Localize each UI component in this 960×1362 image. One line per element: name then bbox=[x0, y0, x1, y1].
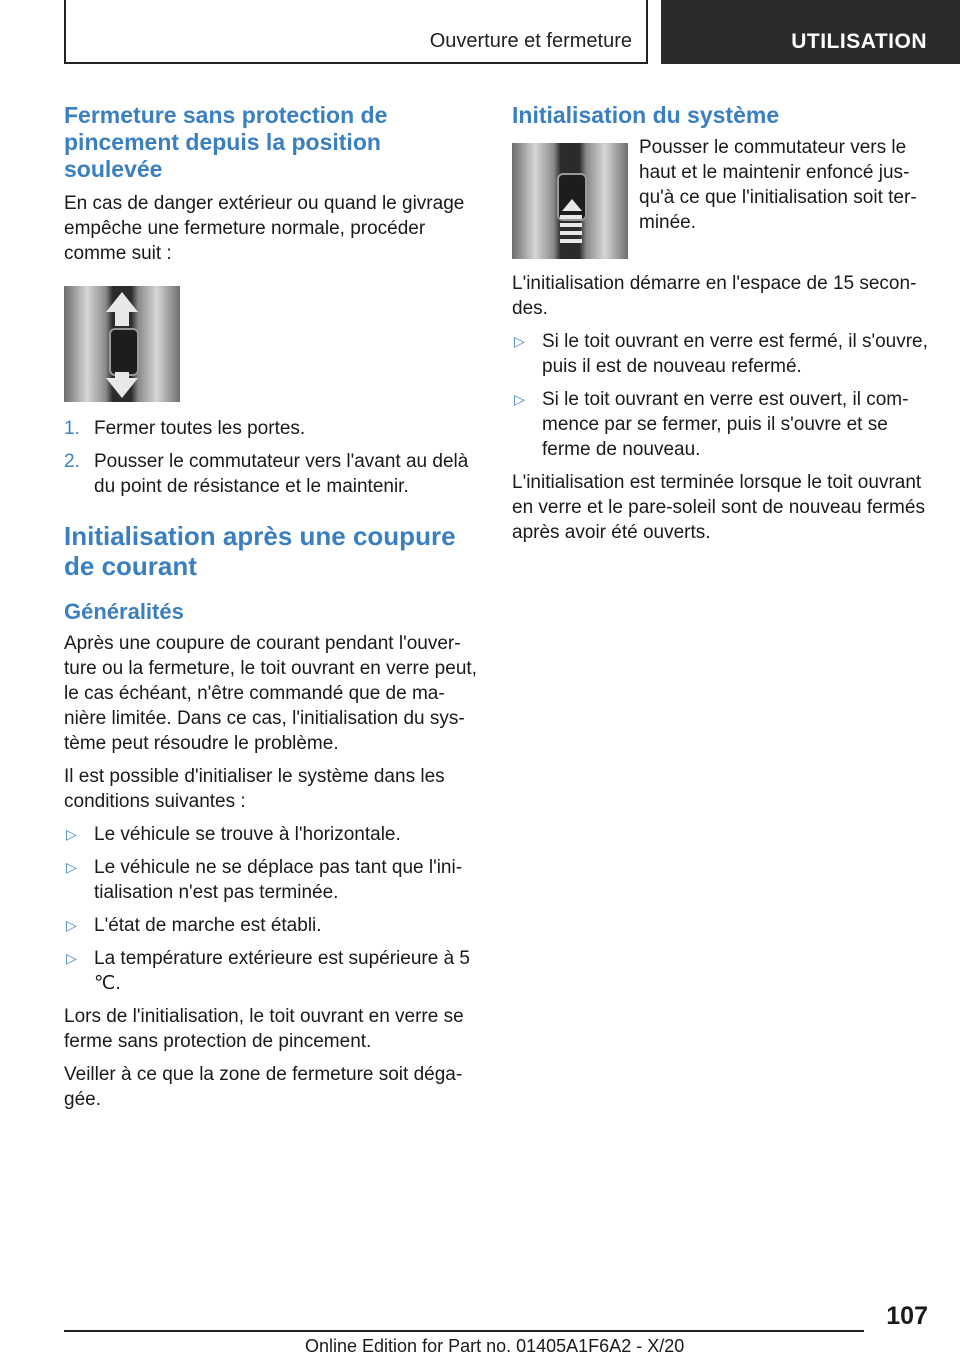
header-section-title: Ouverture et fermeture bbox=[429, 30, 632, 52]
heading-pinch: Fermeture sans protection de pincement depuis la position soulevée bbox=[64, 102, 388, 182]
triangle-right-icon: ▷ bbox=[514, 391, 525, 407]
system-init-intro bbox=[512, 137, 928, 261]
triangle-right-icon: ▷ bbox=[66, 950, 77, 966]
para-general-4: Veiller à ce que la zone de fermeture soit dégagée. bbox=[64, 1064, 463, 1110]
triangle-right-icon: ▷ bbox=[66, 826, 77, 842]
para-pinch: En cas de danger extérieur ou quand le givrage empêche une fermeture normale, procéder comme suit : bbox=[64, 193, 465, 264]
condition-text: Le véhicule se trouve à l'horizontale. bbox=[94, 824, 401, 845]
triangle-right-icon: ▷ bbox=[66, 859, 77, 875]
list-item bbox=[64, 946, 480, 996]
list-item bbox=[64, 416, 480, 441]
steps-list bbox=[64, 416, 480, 499]
header-chapter-tab bbox=[661, 0, 960, 64]
heading-system-init: Initialisation du système bbox=[512, 102, 780, 128]
condition-text: Le véhicule ne se déplace pas tant que l'initialisation n'est pas terminée. bbox=[94, 857, 463, 903]
triangle-right-icon: ▷ bbox=[514, 333, 525, 349]
bullet-text: Si le toit ouvrant en verre est ouvert, il commence par se fermer, puis il s'ouvre et se ferme de nouveau. bbox=[542, 389, 909, 460]
para-system-start: L'initialisation démarre en l'espace de 15 secondes. bbox=[512, 273, 917, 319]
condition-text: La température extérieure est supérieure à 5 ℃. bbox=[94, 948, 470, 994]
switch-illustration-up-down bbox=[64, 286, 180, 402]
list-item bbox=[64, 449, 480, 499]
header-section-box bbox=[64, 0, 648, 64]
para-system-intro: Pousser le commutateur vers le haut et le maintenir enfoncé jusqu'à ce que l'initialisation soit terminée. bbox=[639, 137, 917, 233]
conditions-list bbox=[64, 822, 480, 996]
left-column bbox=[64, 102, 480, 1120]
list-item bbox=[64, 913, 480, 938]
heading-init-power: Initialisation après une coupure de courant bbox=[64, 521, 456, 581]
list-item bbox=[512, 387, 928, 462]
roof-switch-icon bbox=[109, 328, 139, 376]
para-general-2: Il est possible d'initialiser le système dans les conditions suivantes : bbox=[64, 766, 445, 812]
step-text: Fermer toutes les portes. bbox=[94, 418, 306, 439]
hold-lines-icon bbox=[560, 215, 582, 245]
bullet-text: Si le toit ouvrant en verre est fermé, il s'ouvre, puis il est de nouveau refermé. bbox=[542, 331, 928, 377]
step-number: 1. bbox=[64, 418, 80, 439]
list-item bbox=[512, 329, 928, 379]
footer-edition: Online Edition for Part no. 01405A1F6A2 - X/20 bbox=[305, 1336, 685, 1356]
roof-switch-icon bbox=[557, 173, 587, 221]
para-general-3: Lors de l'initialisation, le toit ouvrant en verre se ferme sans protection de pincement. bbox=[64, 1006, 464, 1052]
para-system-end: L'initialisation est terminée lorsque le toit ouvrant en verre et le pare-soleil sont de nouveau fermés après avoir été ouverts. bbox=[512, 472, 925, 543]
header-chapter-title: UTILISATION bbox=[791, 30, 927, 53]
triangle-right-icon: ▷ bbox=[66, 917, 77, 933]
list-item bbox=[64, 822, 480, 847]
arrow-up-icon bbox=[106, 292, 138, 312]
page-number: 107 bbox=[886, 1302, 928, 1330]
arrow-up-stem bbox=[115, 312, 129, 326]
para-general-1: Après une coupure de courant pendant l'ouverture ou la fermeture, le toit ouvrant en verre peut, le cas échéant, n'être commandé que de manière limitée. Dans ce cas, l'initialisation du système peut résoudre le problème. bbox=[64, 633, 477, 754]
switch-illustration-up bbox=[512, 143, 628, 259]
condition-text: L'état de marche est établi. bbox=[94, 915, 322, 936]
arrow-up-icon bbox=[562, 199, 582, 211]
right-column bbox=[512, 102, 928, 553]
footer-divider bbox=[64, 1330, 864, 1332]
step-text: Pousser le commutateur vers l'avant au delà du point de résistance et le maintenir. bbox=[94, 451, 469, 497]
system-bullets bbox=[512, 329, 928, 462]
list-item bbox=[64, 855, 480, 905]
arrow-down-icon bbox=[106, 378, 138, 398]
step-number: 2. bbox=[64, 451, 80, 472]
heading-general: Généralités bbox=[64, 599, 184, 624]
